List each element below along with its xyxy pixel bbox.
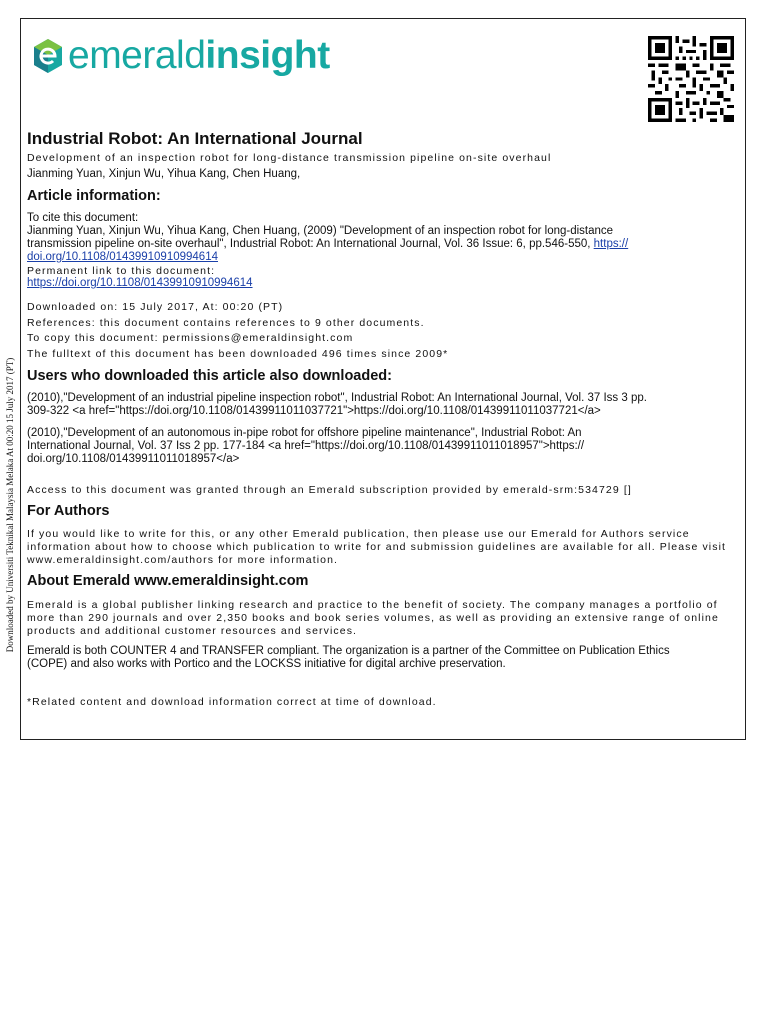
cite-line-3	[27, 251, 739, 264]
related-item-2-line-1: (2010),"Development of an autonomous in-pipe robot for offshore pipeline maintenance", Industrial Robot: An	[27, 427, 582, 439]
download-watermark	[0, 0, 14, 1024]
cite-label: To cite this document:	[27, 212, 139, 224]
qr-code-icon	[648, 36, 734, 122]
cite-doi-link-end[interactable]: doi.org/10.1108/01439910910994614	[27, 251, 218, 263]
references-note: References: this document contains references to 9 other documents.	[27, 317, 425, 329]
related-item-2-line-2: International Journal, Vol. 37 Iss 2 pp. 177-184 <a href="https://doi.org/10.1108/01439911011018957">https://	[27, 440, 585, 452]
related-item-1-line-2: 309-322 <a href="https://doi.org/10.1108/01439911011037721">https://doi.org/10.1108/01439911011037721</a>	[27, 405, 601, 417]
cite-line-2-text: transmission pipeline on-site overhaul", Industrial Robot: An International Journal, Vol. 36 Issue: 6, pp.546-550,	[27, 238, 594, 250]
for-authors-line-3: www.emeraldinsight.com/authors for more information.	[27, 554, 339, 566]
emerald-leaf-icon	[32, 37, 64, 75]
cite-line-2	[27, 238, 739, 251]
cite-doi-link-start[interactable]: https://	[593, 238, 629, 250]
permanent-link-row	[27, 277, 739, 290]
about-p2-line-2: (COPE) and also works with Portico and the LOCKSS initiative for digital archive preservation.	[27, 658, 506, 670]
article-info-heading: Article information:	[27, 188, 161, 204]
permanent-link-label: Permanent link to this document:	[27, 265, 216, 277]
cite-line-1: Jianming Yuan, Xinjun Wu, Yihua Kang, Chen Huang, (2009) "Development of an inspection robot for long-distance	[27, 225, 614, 237]
logo-emerald-text: emerald	[68, 34, 206, 77]
for-authors-line-1: If you would like to write for this, or any other Emerald publication, then please use our Emerald for Authors service	[27, 528, 690, 540]
about-emerald-heading: About Emerald www.emeraldinsight.com	[27, 573, 309, 589]
users-downloaded-heading: Users who downloaded this article also downloaded:	[27, 368, 392, 384]
downloaded-on: Downloaded on: 15 July 2017, At: 00:20 (PT)	[27, 301, 284, 313]
access-note: Access to this document was granted through an Emerald subscription provided by emerald-srm:534729 []	[27, 484, 632, 496]
about-p2-line-1: Emerald is both COUNTER 4 and TRANSFER compliant. The organization is a partner of the Committee on Publication Ethics	[27, 645, 670, 657]
related-item-2-line-3: doi.org/10.1108/01439911011018957</a>	[27, 453, 240, 465]
about-p1-line-2: more than 290 journals and over 2,350 books and book series volumes, as well as providing an extensive range of online	[27, 612, 719, 624]
download-watermark-text: Downloaded by Universiti Teknikal Malaysia Melaka At 00:20 15 July 2017 (PT)	[5, 357, 15, 653]
for-authors-heading: For Authors	[27, 503, 110, 519]
emerald-logo[interactable]	[32, 36, 330, 75]
about-p1-line-1: Emerald is a global publisher linking research and practice to the benefit of society. The company manages a portfolio of	[27, 599, 718, 611]
logo-insight-text: insight	[205, 34, 330, 77]
related-item-1-line-1: (2010),"Development of an industrial pipeline inspection robot", Industrial Robot: An International Journal, Vol. 37 Iss 3 pp.	[27, 392, 647, 404]
fulltext-count: The fulltext of this document has been downloaded 496 times since 2009*	[27, 348, 449, 360]
footnote: *Related content and download information correct at time of download.	[27, 696, 437, 708]
article-title: Development of an inspection robot for long-distance transmission pipeline on-site overhaul	[27, 152, 552, 164]
for-authors-line-2: information about how to choose which publication to write for and submission guidelines are available for all. Please visit	[27, 541, 727, 553]
about-p1-line-3: products and additional customer resources and services.	[27, 625, 358, 637]
copy-permissions: To copy this document: permissions@emeraldinsight.com	[27, 332, 354, 344]
authors: Jianming Yuan, Xinjun Wu, Yihua Kang, Chen Huang,	[27, 168, 301, 180]
journal-title: Industrial Robot: An International Journal	[27, 129, 363, 148]
permanent-doi-link[interactable]: https://doi.org/10.1108/01439910910994614	[27, 277, 253, 289]
